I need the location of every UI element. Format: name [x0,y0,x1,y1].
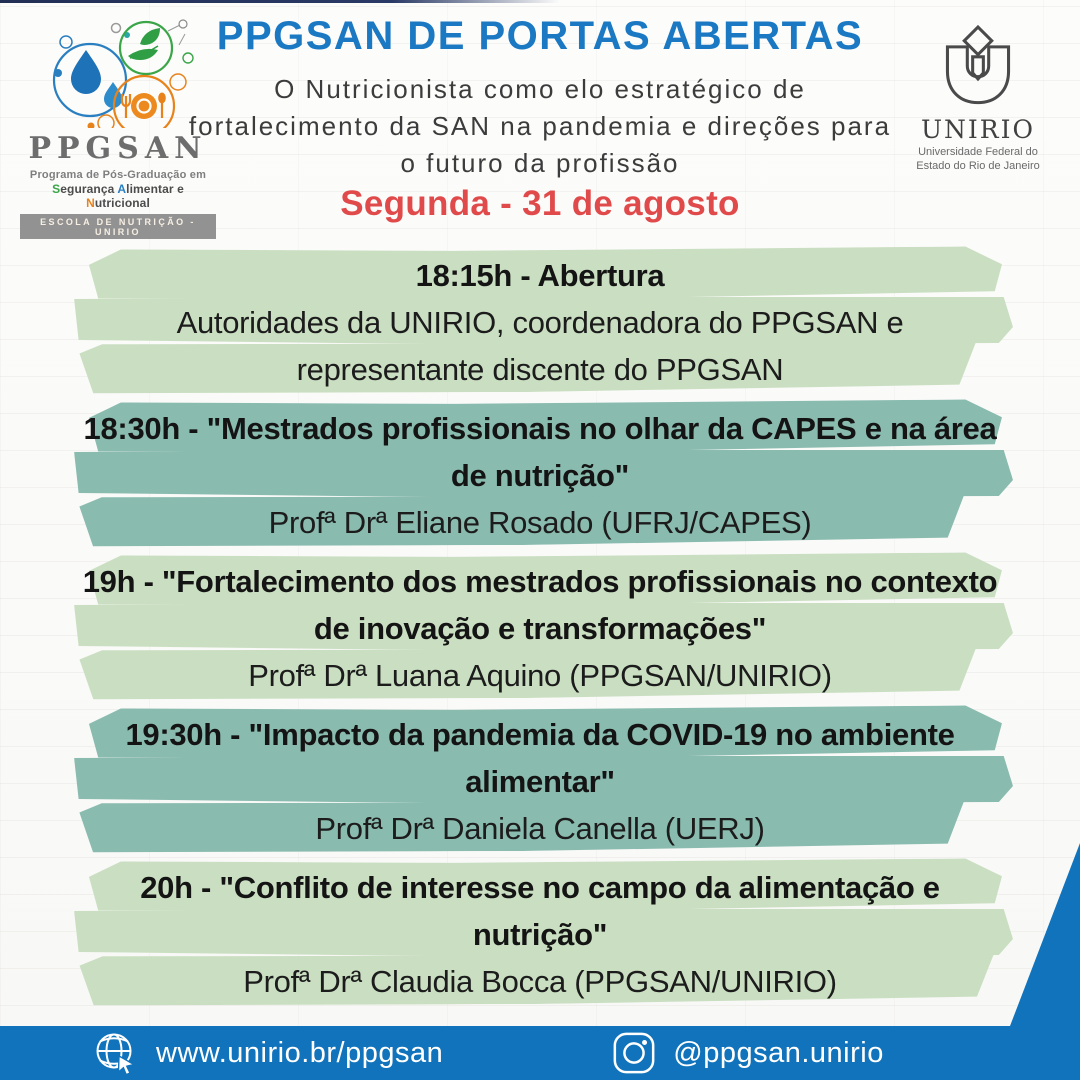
schedule-section [0,184,1080,1016]
session-speaker: Profª Drª Eliane Rosado (UFRJ/CAPES) [268,505,812,540]
instagram-link[interactable] [611,1030,884,1076]
ppgsan-program-line: Programa de Pós-Graduação em [29,169,207,181]
session-title: 18:30h - "Mestrados profissionais no olhar da CAPES e na área de nutrição" [83,411,997,493]
session-speaker: Profª Drª Claudia Bocca (PPGSAN/UNIRIO) [243,964,837,999]
schedule-item [73,863,1008,1004]
unirio-logo [900,24,1056,174]
instagram-icon [611,1030,657,1076]
footer-bar [0,1026,1080,1080]
instagram-handle: @ppgsan.unirio [673,1036,884,1069]
event-subtitle: O Nutricionista como elo estratégico de fortalecimento da SAN na pandemia e direções para o futuro da profissão [188,74,892,179]
website-link[interactable] [92,1029,443,1077]
schedule-item [73,251,1008,392]
unirio-subtitle: Universidade Federal do Estado do Rio de Janeiro [916,146,1040,172]
date-heading: Segunda - 31 de agosto [340,184,740,223]
header [188,14,892,183]
schedule-item [73,557,1008,698]
ppgsan-school-banner: ESCOLA DE NUTRIÇÃO - UNIRIO [20,214,216,239]
water-drop-icon [54,44,126,116]
session-details: Autoridades da UNIRIO, coordenadora do PPGSAN e representante discente do PPGSAN [176,305,904,387]
unirio-symbol-icon [932,24,1024,108]
session-title: 20h - "Conflito de interesse no campo da alimentação e nutrição" [140,870,940,952]
top-accent-line [0,0,560,3]
session-title: 19:30h - "Impacto da pandemia da COVID-19 no ambiente alimentar" [125,717,955,799]
session-speaker: Profª Drª Daniela Canella (UERJ) [315,811,765,846]
session-title: 19h - "Fortalecimento dos mestrados profissionais no contexto de inovação e transformações" [82,564,998,646]
ppgsan-san-line: Segurança Alimentar e Nutricional [52,182,184,210]
website-url: www.unirio.br/ppgsan [156,1036,444,1069]
globe-cursor-icon [92,1029,140,1077]
schedule-item [73,710,1008,851]
page-title: PPGSAN DE PORTAS ABERTAS [216,14,864,58]
ppgsan-logo-graphic [28,18,208,128]
ppgsan-acronym: PPGSAN [28,131,208,166]
session-speaker: Profª Drª Luana Aquino (PPGSAN/UNIRIO) [248,658,832,693]
plate-icon [114,76,174,128]
plant-icon [120,22,172,74]
unirio-name: UNIRIO [920,115,1035,144]
session-title: 18:15h - Abertura [415,258,665,293]
schedule-item [73,404,1008,545]
schedule-list [73,251,1008,1004]
